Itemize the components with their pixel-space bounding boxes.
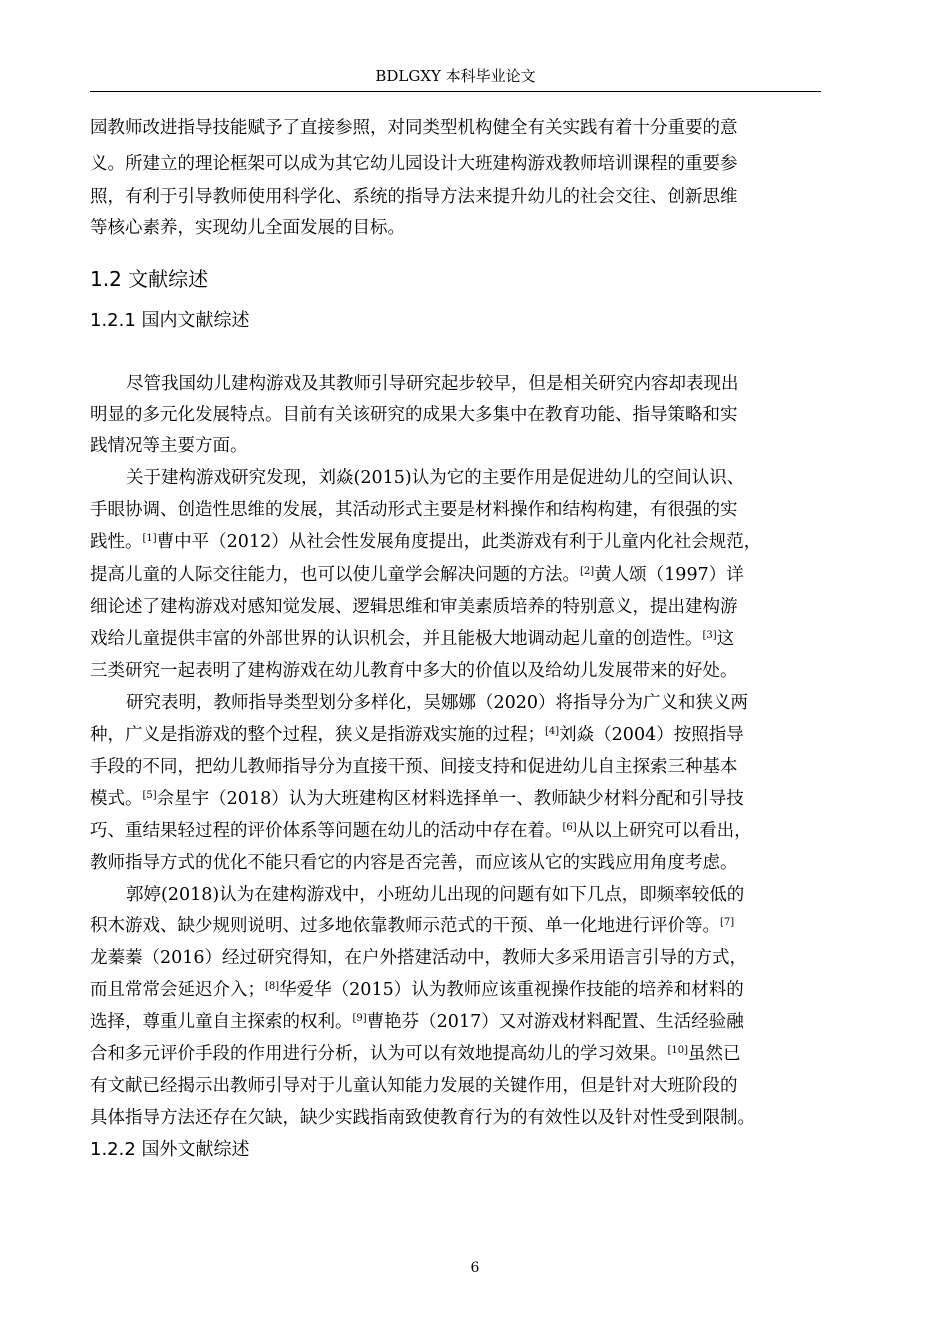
citation-ref: [8] — [265, 981, 280, 992]
intro-line: 等核心素养，实现幼儿全面发展的目标。 — [90, 218, 405, 238]
header-rule — [90, 91, 821, 92]
paragraph-line — [90, 819, 752, 843]
paragraph-line — [90, 978, 744, 1002]
section-heading-1-2: 1.2 文献综述 — [90, 267, 209, 291]
paragraph-line: 研究表明，教师指导类型划分多样化，吴娜娜（2020）将指导分为广义和狭义两 — [126, 693, 749, 713]
text-run: 选择，尊重儿童自主探索的权利。 — [90, 1012, 353, 1032]
citation-ref: [4] — [545, 726, 560, 737]
paragraph-line — [90, 563, 744, 587]
paragraph-line — [90, 1042, 741, 1066]
text-run: 虽然已 — [688, 1044, 741, 1064]
running-header: BDLGXY 本科毕业论文 — [375, 67, 536, 85]
paragraph-line: 关于建构游戏研究发现，刘焱(2015)认为它的主要作用是促进幼儿的空间认识、 — [126, 468, 745, 488]
paragraph-line: 有文献已经揭示出教师引导对于儿童认知能力发展的关键作用，但是针对大班阶段的 — [90, 1076, 738, 1096]
citation-ref: [1] — [142, 533, 157, 544]
text-run: 曹中平（2012）从社会性发展角度提出，此类游戏有利于儿童内化社会规范， — [156, 532, 762, 552]
page-number: 6 — [470, 1260, 480, 1276]
paragraph-line: 手段的不同，把幼儿教师指导分为直接干预、间接支持和促进幼儿自主探索三种基本 — [90, 757, 738, 777]
text-run: 华爱华（2015）认为教师应该重视操作技能的培养和材料的 — [279, 980, 744, 1000]
text-run: 合和多元评价手段的作用进行分析，认为可以有效地提高幼儿的学习效果。 — [90, 1044, 668, 1064]
text-run: 曹艳芬（2017）又对游戏材料配置、生活经验融 — [366, 1012, 744, 1032]
citation-ref: [2] — [580, 566, 595, 577]
paragraph-line — [90, 530, 761, 554]
text-run: 提高儿童的人际交往能力，也可以使儿童学会解决问题的方法。 — [90, 565, 580, 585]
paragraph-line: 龙蓁蓁（2016）经过研究得知，在户外搭建活动中，教师大多采用语言引导的方式， — [90, 948, 748, 968]
paragraph-line: 教师指导方式的优化不能只看它的内容是否完善，而应该从它的实践应用角度考虑。 — [90, 853, 738, 873]
paragraph-line: 手眼协调、创造性思维的发展，其活动形式主要是材料操作和结构构建，有很强的实 — [90, 500, 738, 520]
section-heading-1-2-2: 1.2.2 国外文献综述 — [90, 1139, 250, 1160]
intro-line: 义。所建立的理论框架可以成为其它幼儿园设计大班建构游戏教师培训课程的重要参 — [90, 154, 738, 174]
text-run: 佘星宇（2018）认为大班建构区材料选择单一、教师缺少材料分配和引导技 — [156, 789, 744, 809]
citation-ref: [10] — [667, 1045, 689, 1056]
citation-ref: [9] — [352, 1013, 367, 1024]
text-run: 从以上研究可以看出， — [576, 821, 752, 841]
text-run: 戏给儿童提供丰富的外部世界的认识机会，并且能极大地调动起儿童的创造性。 — [90, 629, 703, 649]
section-heading-1-2-1: 1.2.1 国内文献综述 — [90, 310, 250, 331]
text-run: 践性。 — [90, 532, 143, 552]
paragraph-line: 三类研究一起表明了建构游戏在幼儿教育中多大的价值以及给幼儿发展带来的好处。 — [90, 661, 738, 681]
paragraph-line — [90, 914, 734, 938]
text-run: 黄人颂（1997）详 — [594, 565, 744, 585]
paragraph-line — [90, 787, 744, 811]
citation-ref: [3] — [702, 630, 717, 641]
paragraph-line: 细论述了建构游戏对感知觉发展、逻辑思维和审美素质培养的特别意义，提出建构游 — [90, 597, 738, 617]
paragraph-line: 践情况等主要方面。 — [90, 436, 248, 456]
text-run: 刘焱（2004）按照指导 — [559, 725, 744, 745]
paragraph-line: 郭婷(2018)认为在建构游戏中，小班幼儿出现的问题有如下几点，即频率较低的 — [126, 885, 745, 905]
intro-line: 园教师改进指导技能赋予了直接参照，对同类型机构健全有关实践有着十分重要的意 — [90, 118, 738, 138]
citation-ref: [5] — [142, 790, 157, 801]
citation-ref: [7] — [720, 917, 735, 928]
text-run: 种，广义是指游戏的整个过程，狭义是指游戏实施的过程； — [90, 725, 545, 745]
intro-line: 照，有利于引导教师使用科学化、系统的指导方法来提升幼儿的社会交往、创新思维 — [90, 187, 738, 207]
paragraph-line: 尽管我国幼儿建构游戏及其教师引导研究起步较早，但是相关研究内容却表现出 — [126, 374, 739, 394]
paragraph-line: 具体指导方法还存在欠缺，缺少实践指南致使教育行为的有效性以及针对性受到限制。 — [90, 1108, 755, 1128]
text-run: 模式。 — [90, 789, 143, 809]
paragraph-line: 明显的多元化发展特点。目前有关该研究的成果大多集中在教育功能、指导策略和实 — [90, 405, 738, 425]
text-run: 这 — [716, 629, 735, 649]
text-run: 而且常常会延迟介入； — [90, 980, 265, 1000]
paragraph-line — [90, 627, 734, 651]
text-run: 积木游戏、缺少规则说明、过多地依靠教师示范式的干预、单一化地进行评价等。 — [90, 916, 720, 936]
text-run: 巧、重结果轻过程的评价体系等问题在幼儿的活动中存在着。 — [90, 821, 563, 841]
paragraph-line — [90, 723, 744, 747]
paragraph-line — [90, 1010, 744, 1034]
citation-ref: [6] — [562, 822, 577, 833]
